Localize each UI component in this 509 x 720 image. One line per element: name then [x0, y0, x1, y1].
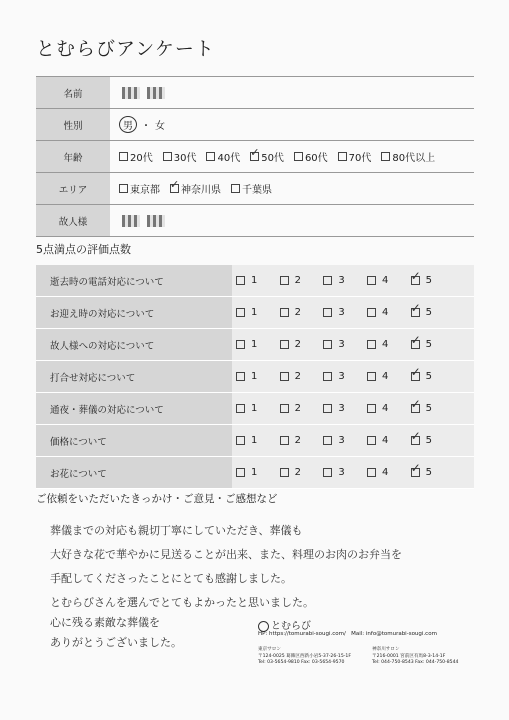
score-value: 5 — [425, 371, 432, 382]
rating-scores — [232, 297, 474, 328]
score-value: 2 — [294, 307, 302, 318]
score-checkbox[interactable] — [323, 308, 332, 317]
redacted-name — [122, 87, 140, 99]
score-option — [236, 307, 257, 318]
age-checkbox[interactable] — [250, 152, 259, 161]
score-checkbox[interactable] — [411, 276, 420, 285]
age-option — [338, 149, 372, 164]
score-value: 5 — [425, 307, 432, 318]
hp-url: HP: https://tomurabi-sougi.com/ — [258, 631, 346, 637]
name-value — [110, 77, 474, 108]
score-checkbox[interactable] — [411, 404, 420, 413]
score-checkbox[interactable] — [280, 436, 289, 445]
score-checkbox[interactable] — [367, 436, 376, 445]
area-option-label: 神奈川県 — [181, 185, 221, 196]
area-option — [170, 181, 221, 196]
score-option — [280, 403, 301, 414]
office-tokyo-name: 東京サロン — [258, 647, 281, 652]
score-value: 2 — [294, 339, 302, 350]
score-option — [323, 307, 344, 318]
contact-line — [258, 631, 437, 637]
feedback-line: ありがとうございました。 — [50, 636, 182, 649]
score-option — [367, 467, 388, 478]
rating-scores — [232, 361, 474, 392]
score-checkbox[interactable] — [280, 372, 289, 381]
age-option-label: 40代 — [217, 153, 241, 164]
score-checkbox[interactable] — [236, 468, 245, 477]
score-option — [411, 275, 432, 286]
score-checkbox[interactable] — [323, 404, 332, 413]
area-option-label: 千葉県 — [242, 185, 272, 196]
rating-row — [36, 457, 474, 489]
area-checkbox[interactable] — [231, 184, 240, 193]
rating-row — [36, 425, 474, 457]
score-option — [280, 339, 301, 350]
score-checkbox[interactable] — [280, 404, 289, 413]
score-value: 1 — [251, 371, 258, 382]
score-option — [323, 467, 344, 478]
score-option — [323, 403, 344, 414]
score-option — [367, 371, 388, 382]
score-value: 2 — [294, 403, 302, 414]
score-checkbox[interactable] — [411, 308, 420, 317]
score-value: 5 — [425, 467, 432, 478]
area-option — [231, 181, 272, 196]
score-value: 4 — [381, 467, 389, 478]
age-checkbox[interactable] — [338, 152, 347, 161]
score-value: 3 — [338, 403, 345, 414]
redacted-deceased-name — [147, 215, 165, 227]
office-kanagawa-address: 〒216-0001 宮前区有馬8-3-14-1F — [372, 653, 446, 659]
score-option — [280, 307, 301, 318]
score-option — [367, 307, 388, 318]
score-option — [280, 275, 301, 286]
gender-label: 性別 — [36, 109, 110, 140]
score-option — [411, 435, 432, 446]
ratings-heading: 5点満点の評価点数 — [36, 243, 131, 256]
score-value: 3 — [338, 275, 345, 286]
mail-address: Mail: info@tomurabi-sougi.com — [351, 631, 437, 637]
area-checkbox[interactable] — [119, 184, 128, 193]
age-option — [119, 149, 153, 164]
rating-row — [36, 393, 474, 425]
score-option — [411, 467, 432, 478]
score-option — [367, 275, 388, 286]
rating-row — [36, 329, 474, 361]
brand-logo — [258, 617, 311, 632]
score-value: 3 — [338, 435, 345, 446]
deceased-row — [36, 205, 474, 237]
score-checkbox[interactable] — [236, 340, 245, 349]
score-checkbox[interactable] — [323, 468, 332, 477]
gender-row — [36, 109, 474, 141]
score-checkbox[interactable] — [323, 340, 332, 349]
redacted-deceased-name — [122, 215, 140, 227]
score-value: 2 — [294, 275, 302, 286]
feedback-line: 葬儀までの対応も親切丁寧にしていただき、葬儀も — [50, 524, 303, 537]
score-value: 1 — [251, 307, 258, 318]
score-option — [236, 275, 257, 286]
score-checkbox[interactable] — [323, 372, 332, 381]
age-row — [36, 141, 474, 173]
score-value: 3 — [338, 307, 345, 318]
age-option — [250, 149, 284, 164]
age-checkbox[interactable] — [381, 152, 390, 161]
gender-male-circled: 男 — [119, 116, 137, 133]
score-checkbox[interactable] — [367, 372, 376, 381]
rating-row — [36, 361, 474, 393]
feedback-line: 心に残る素敵な葬儀を — [50, 616, 160, 629]
office-kanagawa — [372, 647, 458, 667]
age-checkbox[interactable] — [163, 152, 172, 161]
score-value: 4 — [381, 435, 389, 446]
area-label: エリア — [36, 173, 110, 204]
score-checkbox[interactable] — [280, 308, 289, 317]
age-option — [163, 149, 197, 164]
info-table — [36, 76, 474, 237]
score-option — [411, 307, 432, 318]
rating-item-label: 価格について — [36, 425, 232, 456]
rating-item-label: 逝去時の電話対応について — [36, 265, 232, 296]
score-checkbox[interactable] — [411, 468, 420, 477]
office-tokyo — [258, 647, 351, 667]
score-option — [236, 403, 257, 414]
score-option — [236, 339, 257, 350]
office-tokyo-address: 〒124-0025 葛飾区西新小岩5-37-26-15-1F — [258, 653, 351, 659]
age-option-label: 60代 — [304, 153, 328, 164]
age-option — [294, 149, 328, 164]
score-checkbox[interactable] — [323, 276, 332, 285]
area-option-label: 東京都 — [130, 185, 160, 196]
rating-scores — [232, 425, 474, 456]
score-checkbox[interactable] — [367, 404, 376, 413]
feedback-line: 大好きな花で華やかに見送ることが出来、また、料理のお肉のお弁当を — [50, 548, 402, 561]
score-option — [323, 339, 344, 350]
score-option — [411, 371, 432, 382]
score-option — [236, 371, 257, 382]
feedback-line: とむらびさんを選んでとてもよかったと思いました。 — [50, 596, 314, 609]
score-checkbox[interactable] — [280, 340, 289, 349]
score-value: 1 — [251, 467, 258, 478]
brand-name: とむらび — [271, 621, 311, 632]
score-option — [280, 435, 301, 446]
score-checkbox[interactable] — [367, 468, 376, 477]
deceased-label: 故人様 — [36, 205, 110, 236]
age-option-label: 70代 — [348, 153, 372, 164]
score-value: 5 — [425, 275, 432, 286]
name-label: 名前 — [36, 77, 110, 108]
score-option — [411, 339, 432, 350]
gender-female: 女 — [155, 121, 165, 132]
score-checkbox[interactable] — [367, 308, 376, 317]
score-value: 4 — [381, 403, 389, 414]
rating-scores — [232, 329, 474, 360]
score-option — [236, 435, 257, 446]
score-option — [323, 435, 344, 446]
score-checkbox[interactable] — [367, 276, 376, 285]
age-checkbox[interactable] — [119, 152, 128, 161]
rating-item-label: 通夜・葬儀の対応について — [36, 393, 232, 424]
score-value: 1 — [251, 403, 258, 414]
score-value: 3 — [338, 467, 345, 478]
score-option — [323, 275, 344, 286]
score-checkbox[interactable] — [280, 276, 289, 285]
score-checkbox[interactable] — [280, 468, 289, 477]
score-value: 3 — [338, 339, 345, 350]
redacted-name — [147, 87, 165, 99]
score-checkbox[interactable] — [236, 276, 245, 285]
feedback-line: 手配してくださったことにとても感謝しました。 — [50, 572, 292, 585]
area-row — [36, 173, 474, 205]
area-options — [110, 173, 474, 204]
brand-mark-icon — [258, 621, 269, 632]
rating-row — [36, 297, 474, 329]
score-checkbox[interactable] — [236, 404, 245, 413]
score-option — [367, 403, 388, 414]
rating-scores — [232, 265, 474, 296]
score-checkbox[interactable] — [411, 372, 420, 381]
score-option — [367, 339, 388, 350]
score-value: 4 — [381, 275, 389, 286]
office-kanagawa-phone: Tel: 044-750-8543 Fax: 044-750-8544 — [372, 660, 459, 665]
gender-value — [110, 109, 474, 140]
score-option — [411, 403, 432, 414]
score-value: 1 — [251, 339, 258, 350]
age-checkbox[interactable] — [206, 152, 215, 161]
rating-scores — [232, 457, 474, 488]
page-title: とむらびアンケート — [36, 38, 215, 60]
score-option — [236, 467, 257, 478]
score-checkbox[interactable] — [236, 372, 245, 381]
age-label: 年齢 — [36, 141, 110, 172]
score-checkbox[interactable] — [367, 340, 376, 349]
age-checkbox[interactable] — [294, 152, 303, 161]
score-value: 2 — [294, 435, 302, 446]
score-option — [280, 371, 301, 382]
score-value: 2 — [294, 467, 302, 478]
score-option — [323, 371, 344, 382]
score-value: 1 — [251, 275, 258, 286]
age-options — [110, 141, 474, 172]
score-option — [280, 467, 301, 478]
rating-item-label: お花について — [36, 457, 232, 488]
name-row — [36, 77, 474, 109]
score-option — [367, 435, 388, 446]
ratings-table — [36, 265, 474, 489]
rating-item-label: 打合せ対応について — [36, 361, 232, 392]
score-value: 5 — [425, 435, 432, 446]
score-value: 1 — [251, 435, 258, 446]
gender-separator: ・ — [141, 121, 151, 132]
score-checkbox[interactable] — [411, 340, 420, 349]
area-option — [119, 181, 160, 196]
rating-row — [36, 265, 474, 297]
age-option — [381, 149, 435, 164]
score-value: 4 — [381, 339, 389, 350]
office-kanagawa-name: 神奈川サロン — [372, 647, 400, 652]
age-option-label: 30代 — [173, 153, 197, 164]
area-checkbox[interactable] — [170, 184, 179, 193]
score-value: 3 — [338, 371, 345, 382]
score-value: 4 — [381, 307, 389, 318]
score-checkbox[interactable] — [236, 436, 245, 445]
score-checkbox[interactable] — [323, 436, 332, 445]
score-checkbox[interactable] — [411, 436, 420, 445]
office-tokyo-phone: Tel: 03-5654-9810 Fax: 03-5654-9570 — [258, 660, 345, 665]
rating-scores — [232, 393, 474, 424]
age-option — [206, 149, 240, 164]
age-option-label: 50代 — [261, 153, 284, 164]
rating-item-label: お迎え時の対応について — [36, 297, 232, 328]
age-option-label: 20代 — [130, 153, 153, 164]
score-checkbox[interactable] — [236, 308, 245, 317]
score-value: 4 — [381, 371, 389, 382]
score-value: 2 — [294, 371, 302, 382]
score-value: 5 — [425, 339, 432, 350]
score-value: 5 — [425, 403, 432, 414]
rating-item-label: 故人様への対応について — [36, 329, 232, 360]
deceased-value — [110, 205, 474, 236]
feedback-heading: ご依頼をいただいたきっかけ・ご意見・ご感想など — [36, 493, 278, 505]
age-option-label: 80代以上 — [392, 153, 436, 164]
